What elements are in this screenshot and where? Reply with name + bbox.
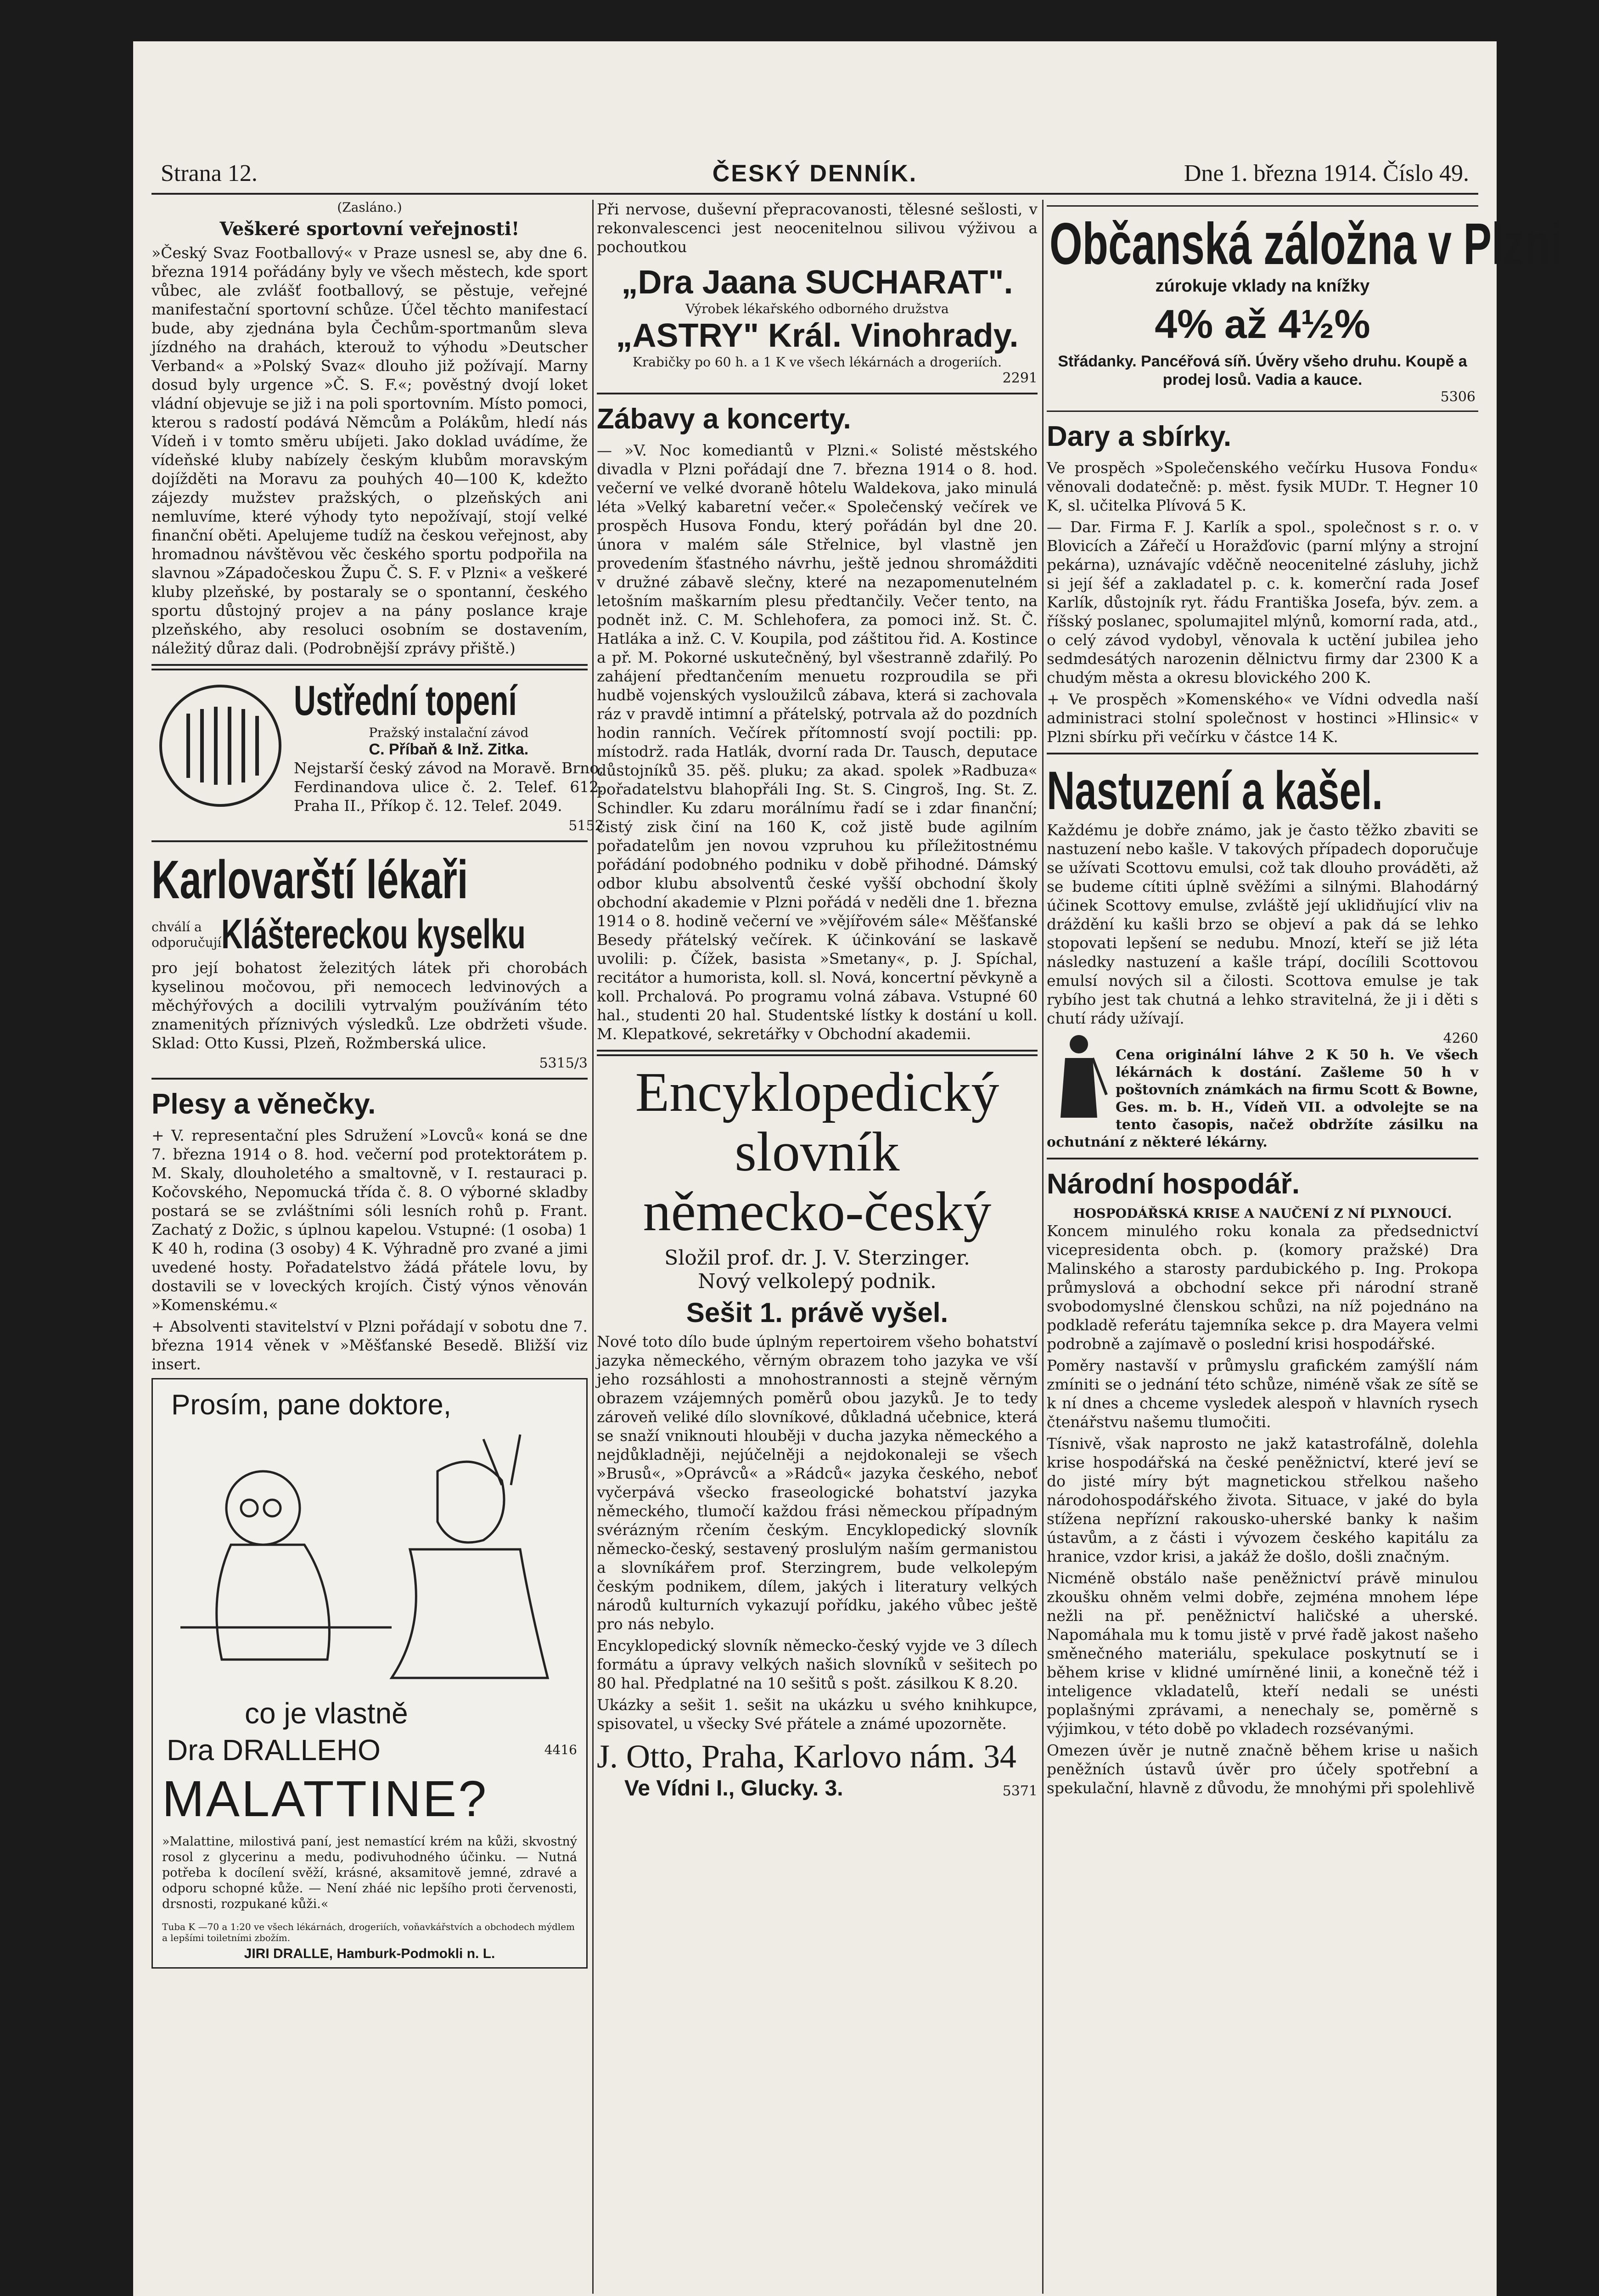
dary-title: Dary a sbírky. (1047, 421, 1232, 452)
plesy-text-1: + V. representační ples Sdružení »Lovců« koná se dne 7. března 1914 o 8. hod. večerní pod protektorátem p. M. Skaly, dlouholetého a smaltovně, v I. restauraci p. Kočovského, Nepomucká třída č. 8. O výborné skladby postará se se zvláštními sóli lesních rohů p. Frant. Zachatý z Dožic, s úplnou kapelou. Vstupné: (1 osoba) 1 K 40 h, rodina (3 osoby) 4 K. Výhradně pro zvané a jimi uvedené hosty. Pořadatelstvo žádá přátele lovu, by dostavili se v loveckých krojích. Čistý výnos věnován »Komenskému.« (151, 1126, 588, 1314)
enc-text: Nové toto dílo bude úplným repertoirem všeho bohatství jazyka německého, věrným obrazem toho jazyka ve vší jeho rozsáhlosti a mnohostrannosti a stejně věrným obrazem vzájemných poměrů obou jazyků. Je to tedy zároveň veliké dílo slovníkové, důkladná učebnice, která se snaží vniknouti hlouběji v ducha jazyka německého a nejdůkladněji, nejúčelněji a nejdokonaleji se všech »Brusů«, »Oprávců« a »Rádců« jazyka českého, neboť vyčerpává všecko fraseologické bohatství jazyka německého, tlumočí každou frási německou případným svérázným rčením českým. Encyklopedický slovník německo-český, sestavený proslulým naším germanistou a slovníkářem prof. Sterzingrem, bude velkolepým českým podnikem, dílem, jakých i literatury velkých národů kulturních vykazují pořídku, jakého vůbec ještě pro nás nebylo. (597, 1333, 1038, 1633)
enc-title-1: Encyklopedický (635, 1061, 999, 1123)
enc-text-3: Ukázky a sešit 1. sešit na ukázku u svého knihkupce, spisovatel, u všecky Své přátele a známé upozorněte. (597, 1696, 1038, 1733)
lekari-title: Karlovarští lékaři (151, 850, 468, 910)
radiator-emblem-icon (151, 677, 289, 815)
topeni-ad (151, 677, 604, 834)
nastuzeni-price: Cena originální láhve 2 K 50 h. Ve všech lékárnách k dostání. Zašleme 50 h v poštovních známkách na firmu Scott & Bowne, Ges. m. b. H., Vídeň VII. a odvolejte se na tento časopis, načež obdržíte zásilku na ochutnání z některé lékárny. (1047, 1047, 1478, 1150)
hosp-text-5: Omezen úvěr je nutně značně během krise u našich peněžních ústavů úvěr pro účely spotřební a spekulační, hlavně z důvodu, že mnohými při spolehlivě (1047, 1741, 1478, 1797)
plesy-title: Plesy a věnečky. (151, 1088, 376, 1120)
nerv-text: Při nervose, duševní přepracovanosti, tělesné sešlosti, v rekonvalescenci jest neocenitelnou silivou výživou a pochoutkou (597, 200, 1038, 256)
sport-article: »Český Svaz Footballový« v Praze usnesl se, aby dne 6. března 1914 pořádány byly ve všech městech, kde sport vůbec, ale zvlášť footballový, se pěstuje, veřejné manifestační sportovní schůze. Účel těchto manifestací bude, aby zjednána byla Čechům-sportmanům sleva jízdného na drahách, kterouž to výhodu »Deutscher Verband« a »Polský Svaz« dlouho již požívají. Marny dosud byly urgence »Č. S. F.«; pověstný dvojí loket vládní objevuje se již i na poli sportovním. Místo pomoci, kterou s radostí podává Němcům a Polákům, hledí nás Vídeň i v tomto směru ubíjeti. Jako doklad uvádíme, že vídeňské kluby nabízely českým klubům moravským dojížděti na Moravu za pouhých 40—100 K, kdežto zájezdy mužstev pražských, o plzeňských ani nemluvíme, které výhody tyto nepožívají, stojí velké finanční oběti. Apelujeme tudíž na českou veřejnost, aby hromadnou návštěvou věc českého sportu podpořila na slavnou »Západočeskou Župu Č. S. F. v Plzni« a veškeré kluby plzeňské, by postaraly se o spontanní, českého sportu důstojný projev a na pány poslance kraje plzeňského, aby resoluci osobním se dostavením, náležitý důraz dali. (Podrobnější zprávy přiště.) (151, 244, 588, 657)
topeni-text: Nejstarší český závod na Moravě. Brno, Ferdinandova ulice č. 2. Telef. 612. Praha II., Příkop č. 12. Telef. 2049. (294, 759, 604, 815)
zalozna-rate: 4% až 4½% (1155, 301, 1370, 347)
dary-text-3: + Ve prospěch »Komenského« ve Vídni odvedla naší administraci stolní společnost v hostinci »Hlinsic« v Plzni sbírku při večírku v částce 14 K. (1047, 690, 1478, 746)
column-rule (1042, 200, 1044, 2294)
divider (597, 1050, 1038, 1056)
fisherman-logo-icon (1047, 1030, 1111, 1122)
otto-address-1: J. Otto, Praha, Karlovo nám. 34 (597, 1738, 1016, 1775)
zabavy-title: Zábavy a koncerty. (597, 403, 851, 435)
hosp-subtitle: HOSPODÁŘSKÁ KRISE A NAUČENÍ Z NÍ PLYNOUCÍ. (1073, 1206, 1452, 1221)
lekari-prefix: chválí a odporučují (151, 919, 222, 950)
enc-text-2: Encyklopedický slovník německo-český vyjde ve 3 dílech formátu a úpravy velkých našich slovníků v sešitech po 80 hal. Předplatné na 10 sešitů s pošt. zásilkou K 8.20. (597, 1637, 1038, 1692)
ad-headline: Prosím, pane doktore, (171, 1389, 451, 1421)
ad-product-name: MALATTINE? (162, 1771, 488, 1827)
enc-issue: Sešit 1. právě vyšel. (686, 1297, 948, 1328)
column-rule (592, 200, 594, 2294)
topeni-num: 5152 (568, 818, 604, 834)
nastuzeni-num: 4260 (1443, 1030, 1478, 1047)
malattine-ad (151, 1378, 588, 1969)
zabavy-text: — »V. Noc komediantů v Plzni.« Solisté městského divadla v Plzni pořádají dne 7. března 1914 o 8. hod. večerní ve velké dvoraně hôtelu Waldekova, jako minulá léta »Velký kabaretní večer.« Společenský večírek ve prospěch Husova Fondu, který pořádán byl dne 20. února v malém sále Střelnice, byl vlastně jen provedením šťastného návrhu, ještě jednou shromážditi v družné zábavě slečny, které na nezapomenutelném letošním maškarním plesu předtančily. Večer tento, na podnět inž. C. M. Schlehofera, za pomoci inž. St. Č. Hatláka a inž. C. V. Koupila, pod záštitou řid. A. Kostince a př. M. Pokorné uskutečněný, byl všestranně zdařilý. Po zahájení předtančením menuetu rozproudila se při hudbě vojenských vysloužilců zábava, která si zachovala ráz v pravdě intimní a přátelský, potrvala až do pozdních hodin ranních. Večírek přítomností svojí poctili: pp. místodrž. rada Hatlák, dvorní rada Dr. Tausch, deputace důstojníků 35. pěš. pluku; za akad. spolek »Radbuza« pořadatelstvu blahopřáli Ing. St. S. Cingroš, Ing. St. Z. Schindler. Ku zdaru morálnímu řadí se i zdar finanční; čistý zisk činí na 160 K, což jistě bude agilním pořadatelům jen novou vzpruhou ku příležitostnému pořádání podobného podniku v době přihodné. Dámský odbor klubu absolventů české vyšší obchodní školy obchodní akademie v Plzni pořádá v neděli dne 1. března 1914 o 8. hodině večerní ve »vějířovém sále« Měšťanské Besedy přátelský večírek. K účinkování se laskavě uvolili: p. Čížek, basista »Smetany«, p. J. Spíchal, recitátor a humorista, koll. sl. Nová, koncertní pěvkyně a koll. Prchalová. Po programu volná zábava. Vstupné 60 hal., studenti 20 hal. Studentské lístky k dostání u koll. M. Klepatkové, sekretářky v Obchodní akademii. (597, 441, 1038, 1043)
zalozna-sub: zúrokuje vklady na knížky (1155, 276, 1370, 296)
sucharat-sub: Výrobek lékařského odborného družstva (685, 301, 949, 316)
sport-title: Veškeré sportovní veřejnosti! (219, 218, 520, 240)
column-middle (597, 200, 1038, 2294)
divider (151, 840, 588, 842)
hosp-title: Národní hospodář. (1047, 1168, 1300, 1200)
column-left (151, 200, 604, 2294)
divider (597, 393, 1038, 394)
lekari-text: pro její bohatost železitých látek při chorobách kyselinou močovou, při nemocech ledvinových a měchýřových a docilili vytrvalým používáním této znamenitých příznivých výsledků. Lze obdržeti všude. Sklad: Otto Kussi, Plzeň, Rožmberská ulice. (151, 959, 588, 1052)
hosp-text-2: Poměry nastavší v průmyslu grafickém zamýšlí nám zmíniti se o jednání této schůze, niméně však ze sítě se k ní dnes a chceme vysledek alespoň v hlavních rysech čtenářstvu našemu tlumočiti. (1047, 1356, 1478, 1431)
otto-num: 5371 (1002, 1783, 1038, 1799)
zalozna-ad (1047, 205, 1562, 412)
zalozna-num: 5306 (1440, 389, 1476, 405)
divider (151, 1078, 588, 1080)
zalozna-title: Občanská záložna v Plzni (1049, 211, 1562, 277)
page-header (151, 147, 1478, 195)
plesy-text-2: + Absolventi stavitelství v Plzni pořádají v sobotu dne 7. března 1914 věnek v »Měšťanské Besedě. Bližší viz insert. (151, 1317, 588, 1373)
nastuzeni-title: Nastuzení a kašel. (1047, 760, 1383, 821)
divider (1047, 753, 1478, 754)
dary-text-1: Ve prospěch »Společenského večírku Husova Fondu« věnovali dodatečně: p. měst. fysik MUDr. T. Hegner 10 K, sl. učitelka Plívová 5 K. (1047, 459, 1478, 514)
ad-question-line1: co je vlastně (245, 1697, 408, 1730)
astry-sub: Krabičky po 60 h. a 1 K ve všech lékárnách a drogeriích. (632, 355, 1002, 370)
hosp-text-3: Tísnivě, však naprosto ne jakž katastrofálně, dolehla krise hospodářská na české peněžnictví, které jeví se do jisté míry být magnetickou střelkou našeho národohospodářského života. Situace, v jaké do byla stížena nepřízní rakousko-uherské banky k našim ústavům, a z části i vývozem českého kapitálu za hranice, vzdor krisi, a jakáž že došlo, došli značným. (1047, 1435, 1478, 1565)
topeni-subtitle: Pražský instalační závod (369, 725, 529, 740)
divider (1047, 1158, 1478, 1159)
topeni-title: Ustřední topení (294, 677, 517, 724)
zaslano-label: (Zasláno.) (337, 200, 402, 215)
divider (151, 664, 588, 670)
enc-title-3: německo-český (643, 1181, 992, 1243)
ad-price: Tuba K —70 a 1:20 ve všech lékárnách, drogeriích, voňavkářstvích a obchodech mýdlem a lepšími toiletními zbožím. (162, 1921, 575, 1943)
masthead: ČESKÝ DENNÍK. (712, 160, 918, 187)
enc-author: Složil prof. dr. J. V. Sterzinger. (664, 1246, 970, 1270)
ad-question-line2: Dra DRALLEHO (167, 1733, 381, 1767)
zalozna-text: Střádanky. Pancéřová síň. Úvěry všeho druhu. Koupě a prodej losů. Vadia a kauce. (1058, 353, 1467, 388)
lekari-product: Kláštereckou kyselku (221, 912, 526, 957)
issue-date: Dne 1. března 1914. Číslo 49. (1184, 160, 1469, 186)
hosp-text-4: Nicméně obstálo naše peněžnictví právě minulou zkoušku ohněm velmi dobře, zejména mnohem lépe nežli na př. peněžnictví haličské a uherské. Napomáhala mu k tomu jistě v prvé řadě jakost našeho směnečného materiálu, spekulace poskytnutí se i během krise v klidné umírněné linii, a konečně též i inteligence vkladatelů, kteří nedali se unésti poplašnými zprávami, a nenechaly se, poměrně s výjimkou, v této době po vkladech rozsévanými. (1047, 1569, 1478, 1738)
hosp-text-1: Koncem minulého roku konala za předsednictví vicepresidenta obch. p. (komory pražské) Dra Malinského a starosty pardubického p. Ing. Prokopa průmyslová a obchodní sekce při národní straně svobodomyslné členskou schůzi, na níž pojednáno na podkladě referátu tajemníka sekce p. dra Mayera velmi podrobně a zajímavě o poslední krisi hospodářské. (1047, 1222, 1478, 1353)
astry-num: 2291 (1002, 370, 1038, 386)
sucharat-title: „Dra Jaana SUCHARAT". (621, 264, 1013, 301)
column-right (1047, 200, 1562, 2294)
enc-title-2: slovník (735, 1121, 900, 1183)
dary-text-2: — Dar. Firma F. J. Karlík a spol., společnost s r. o. v Blovicích a Zářečí u Horažďovic (parní mlýny a strojní pekárna), uznávajíc vděčně neocenitelné zásluhy, jichž si její šéf a zakladatel p. c. k. komerční rada Josef Karlík, důstojník ryt. řádu Františka Josefa, býv. zem. a říšský poslanec, spolumajitel mlýnů, komorní rada, atd., o celý závod vydobyl, věnovala k uctění jubilea jeho sedmdesátých narozenin dělnictvu firmy dar 2300 K a chudým města a okresu blovického 200 K. (1047, 518, 1478, 687)
enc-new: Nový velkolepý podnik. (698, 1270, 937, 1293)
doctor-illustration-icon (153, 1430, 586, 1687)
astry-title: „ASTRY" Král. Vinohrady. (616, 317, 1019, 354)
topeni-firm: C. Příbaň & Inž. Zitka. (369, 741, 529, 758)
ad-footer: JIRI DRALLE, Hamburk-Podmokli n. L. (244, 1946, 495, 1961)
lekari-num: 5315/3 (539, 1055, 588, 1071)
page-number: Strana 12. (161, 160, 258, 186)
newspaper-page (133, 41, 1562, 2296)
nastuzeni-text: Každému je dobře známo, jak je často těžko zbaviti se nastuzení nebo kašle. V takových případech doporučuje se užívati Scottovu emulsi, což tak dlouho prováděti, až se budeme cítiti úplně svěžími a silnými. Blahodárný účinek Scottovy emulse, zvláště její uklidňující vliv na dráždění ku kašli brzo se objeví a pak dá se lehko stopovati lepšení se nedubu. Mnozí, kteří se již léta následky nastuzení a kašle trápí, docílili Scottovou emulsí nových sil a čilosti. Scottova emulse je tak rybího jest tak chutná a lehko stravitelná, že ji i děti s chutí rády užívají. (1047, 821, 1478, 1027)
otto-address-2: Ve Vídni I., Glucky. 3. (624, 1776, 843, 1801)
ad-num: 4416 (544, 1742, 577, 1757)
ad-text: »Malattine, milostivá paní, jest nemastící krém na kůži, skvostný rosol z glycerinu a medu, podivuhodného účinku. — Nutná potřeba k docílení svěží, krásné, aksamitově jemné, zdravé a odporu schopné kůže. — Není zháé nic lepšího proti červenosti, drsnosti, rozpukané kůži.« (162, 1835, 577, 1911)
